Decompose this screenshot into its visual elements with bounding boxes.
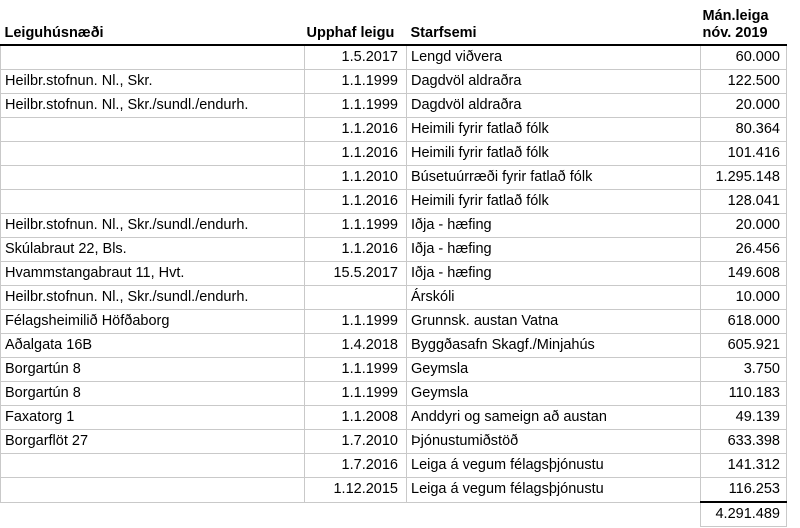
- cell-property[interactable]: Heilbr.stofnun. Nl., Skr.: [1, 70, 305, 94]
- total-empty-cell: [407, 502, 701, 527]
- cell-activity[interactable]: Þjónustumiðstöð: [407, 430, 701, 454]
- cell-monthly-rent[interactable]: 605.921: [701, 334, 787, 358]
- total-value[interactable]: 4.291.489: [701, 502, 787, 527]
- table-row: [1, 334, 787, 358]
- cell-monthly-rent[interactable]: 80.364: [701, 118, 787, 142]
- table-row: [1, 70, 787, 94]
- cell-monthly-rent[interactable]: 49.139: [701, 406, 787, 430]
- table-row: [1, 262, 787, 286]
- cell-property[interactable]: Faxatorg 1: [1, 406, 305, 430]
- cell-lease-start[interactable]: 1.1.2016: [305, 142, 407, 166]
- table-row: [1, 382, 787, 406]
- cell-property[interactable]: Borgartún 8: [1, 382, 305, 406]
- cell-activity[interactable]: Geymsla: [407, 382, 701, 406]
- table-row: [1, 286, 787, 310]
- table-row: [1, 142, 787, 166]
- cell-lease-start[interactable]: 1.1.2016: [305, 118, 407, 142]
- cell-monthly-rent[interactable]: 20.000: [701, 214, 787, 238]
- cell-lease-start[interactable]: 1.1.1999: [305, 382, 407, 406]
- cell-property[interactable]: [1, 118, 305, 142]
- header-rent-line1: Mán.leiga: [702, 8, 769, 24]
- table-row: [1, 214, 787, 238]
- cell-activity[interactable]: Iðja - hæfing: [407, 238, 701, 262]
- cell-property[interactable]: Borgartún 8: [1, 358, 305, 382]
- cell-property[interactable]: [1, 45, 305, 70]
- cell-property[interactable]: [1, 142, 305, 166]
- cell-activity[interactable]: Dagdvöl aldraðra: [407, 94, 701, 118]
- cell-activity[interactable]: Heimili fyrir fatlað fólk: [407, 190, 701, 214]
- cell-property[interactable]: Heilbr.stofnun. Nl., Skr./sundl./endurh.: [1, 94, 305, 118]
- cell-lease-start[interactable]: 1.1.1999: [305, 94, 407, 118]
- cell-activity[interactable]: Grunnsk. austan Vatna: [407, 310, 701, 334]
- cell-lease-start[interactable]: [305, 286, 407, 310]
- cell-monthly-rent[interactable]: 618.000: [701, 310, 787, 334]
- cell-monthly-rent[interactable]: 141.312: [701, 454, 787, 478]
- cell-monthly-rent[interactable]: 26.456: [701, 238, 787, 262]
- cell-activity[interactable]: Iðja - hæfing: [407, 262, 701, 286]
- cell-lease-start[interactable]: 1.5.2017: [305, 45, 407, 70]
- cell-monthly-rent[interactable]: 101.416: [701, 142, 787, 166]
- cell-property[interactable]: Félagsheimilið Höfðaborg: [1, 310, 305, 334]
- table-row: [1, 45, 787, 70]
- table-row: [1, 190, 787, 214]
- total-empty-cell: [1, 502, 305, 527]
- cell-lease-start[interactable]: 1.7.2010: [305, 430, 407, 454]
- cell-lease-start[interactable]: 15.5.2017: [305, 262, 407, 286]
- total-empty-cell: [305, 502, 407, 527]
- header-lease-start[interactable]: Upphaf leigu: [305, 0, 407, 45]
- table-row: [1, 358, 787, 382]
- cell-activity[interactable]: Búsetuúrræði fyrir fatlað fólk: [407, 166, 701, 190]
- cell-monthly-rent[interactable]: 633.398: [701, 430, 787, 454]
- cell-lease-start[interactable]: 1.12.2015: [305, 478, 407, 503]
- table-row: [1, 478, 787, 503]
- cell-monthly-rent[interactable]: 20.000: [701, 94, 787, 118]
- cell-lease-start[interactable]: 1.1.2016: [305, 190, 407, 214]
- table-row: [1, 238, 787, 262]
- cell-activity[interactable]: Dagdvöl aldraðra: [407, 70, 701, 94]
- cell-lease-start[interactable]: 1.1.2016: [305, 238, 407, 262]
- cell-lease-start[interactable]: 1.1.1999: [305, 358, 407, 382]
- table-row: [1, 430, 787, 454]
- cell-activity[interactable]: Lengd viðvera: [407, 45, 701, 70]
- header-property[interactable]: Leiguhúsnæði: [1, 0, 305, 45]
- cell-monthly-rent[interactable]: 3.750: [701, 358, 787, 382]
- cell-activity[interactable]: Heimili fyrir fatlað fólk: [407, 142, 701, 166]
- cell-property[interactable]: [1, 454, 305, 478]
- cell-activity[interactable]: Byggðasafn Skagf./Minjahús: [407, 334, 701, 358]
- cell-lease-start[interactable]: 1.7.2016: [305, 454, 407, 478]
- cell-activity[interactable]: Leiga á vegum félagsþjónustu: [407, 454, 701, 478]
- header-activity[interactable]: Starfsemi: [407, 0, 701, 45]
- cell-property[interactable]: [1, 166, 305, 190]
- table-row: [1, 406, 787, 430]
- table-row: [1, 454, 787, 478]
- cell-monthly-rent[interactable]: 110.183: [701, 382, 787, 406]
- cell-monthly-rent[interactable]: 1.295.148: [701, 166, 787, 190]
- cell-property[interactable]: Heilbr.stofnun. Nl., Skr./sundl./endurh.: [1, 286, 305, 310]
- cell-monthly-rent[interactable]: 122.500: [701, 70, 787, 94]
- cell-activity[interactable]: Iðja - hæfing: [407, 214, 701, 238]
- cell-property[interactable]: [1, 478, 305, 503]
- cell-lease-start[interactable]: 1.4.2018: [305, 334, 407, 358]
- cell-lease-start[interactable]: 1.1.2008: [305, 406, 407, 430]
- cell-activity[interactable]: Heimili fyrir fatlað fólk: [407, 118, 701, 142]
- cell-monthly-rent[interactable]: 128.041: [701, 190, 787, 214]
- cell-property[interactable]: Borgarflöt 27: [1, 430, 305, 454]
- table-row: [1, 94, 787, 118]
- cell-lease-start[interactable]: 1.1.1999: [305, 310, 407, 334]
- cell-property[interactable]: Heilbr.stofnun. Nl., Skr./sundl./endurh.: [1, 214, 305, 238]
- cell-monthly-rent[interactable]: 116.253: [701, 478, 787, 503]
- cell-activity[interactable]: Árskóli: [407, 286, 701, 310]
- header-row: [1, 0, 787, 45]
- cell-property[interactable]: Skúlabraut 22, Bls.: [1, 238, 305, 262]
- cell-monthly-rent[interactable]: 60.000: [701, 45, 787, 70]
- table-row: [1, 166, 787, 190]
- cell-lease-start[interactable]: 1.1.1999: [305, 70, 407, 94]
- table-row: [1, 310, 787, 334]
- cell-monthly-rent[interactable]: 10.000: [701, 286, 787, 310]
- table-row: [1, 118, 787, 142]
- header-monthly-rent[interactable]: [701, 0, 787, 45]
- cell-property[interactable]: Aðalgata 16B: [1, 334, 305, 358]
- cell-monthly-rent[interactable]: 149.608: [701, 262, 787, 286]
- header-rent-line2: nóv. 2019: [702, 25, 768, 41]
- total-row: [1, 502, 787, 527]
- cell-lease-start[interactable]: 1.1.2010: [305, 166, 407, 190]
- cell-property[interactable]: [1, 190, 305, 214]
- cell-activity[interactable]: Anddyri og sameign að austan: [407, 406, 701, 430]
- cell-activity[interactable]: Geymsla: [407, 358, 701, 382]
- cell-activity[interactable]: Leiga á vegum félagsþjónustu: [407, 478, 701, 503]
- cell-lease-start[interactable]: 1.1.1999: [305, 214, 407, 238]
- cell-property[interactable]: Hvammstangabraut 11, Hvt.: [1, 262, 305, 286]
